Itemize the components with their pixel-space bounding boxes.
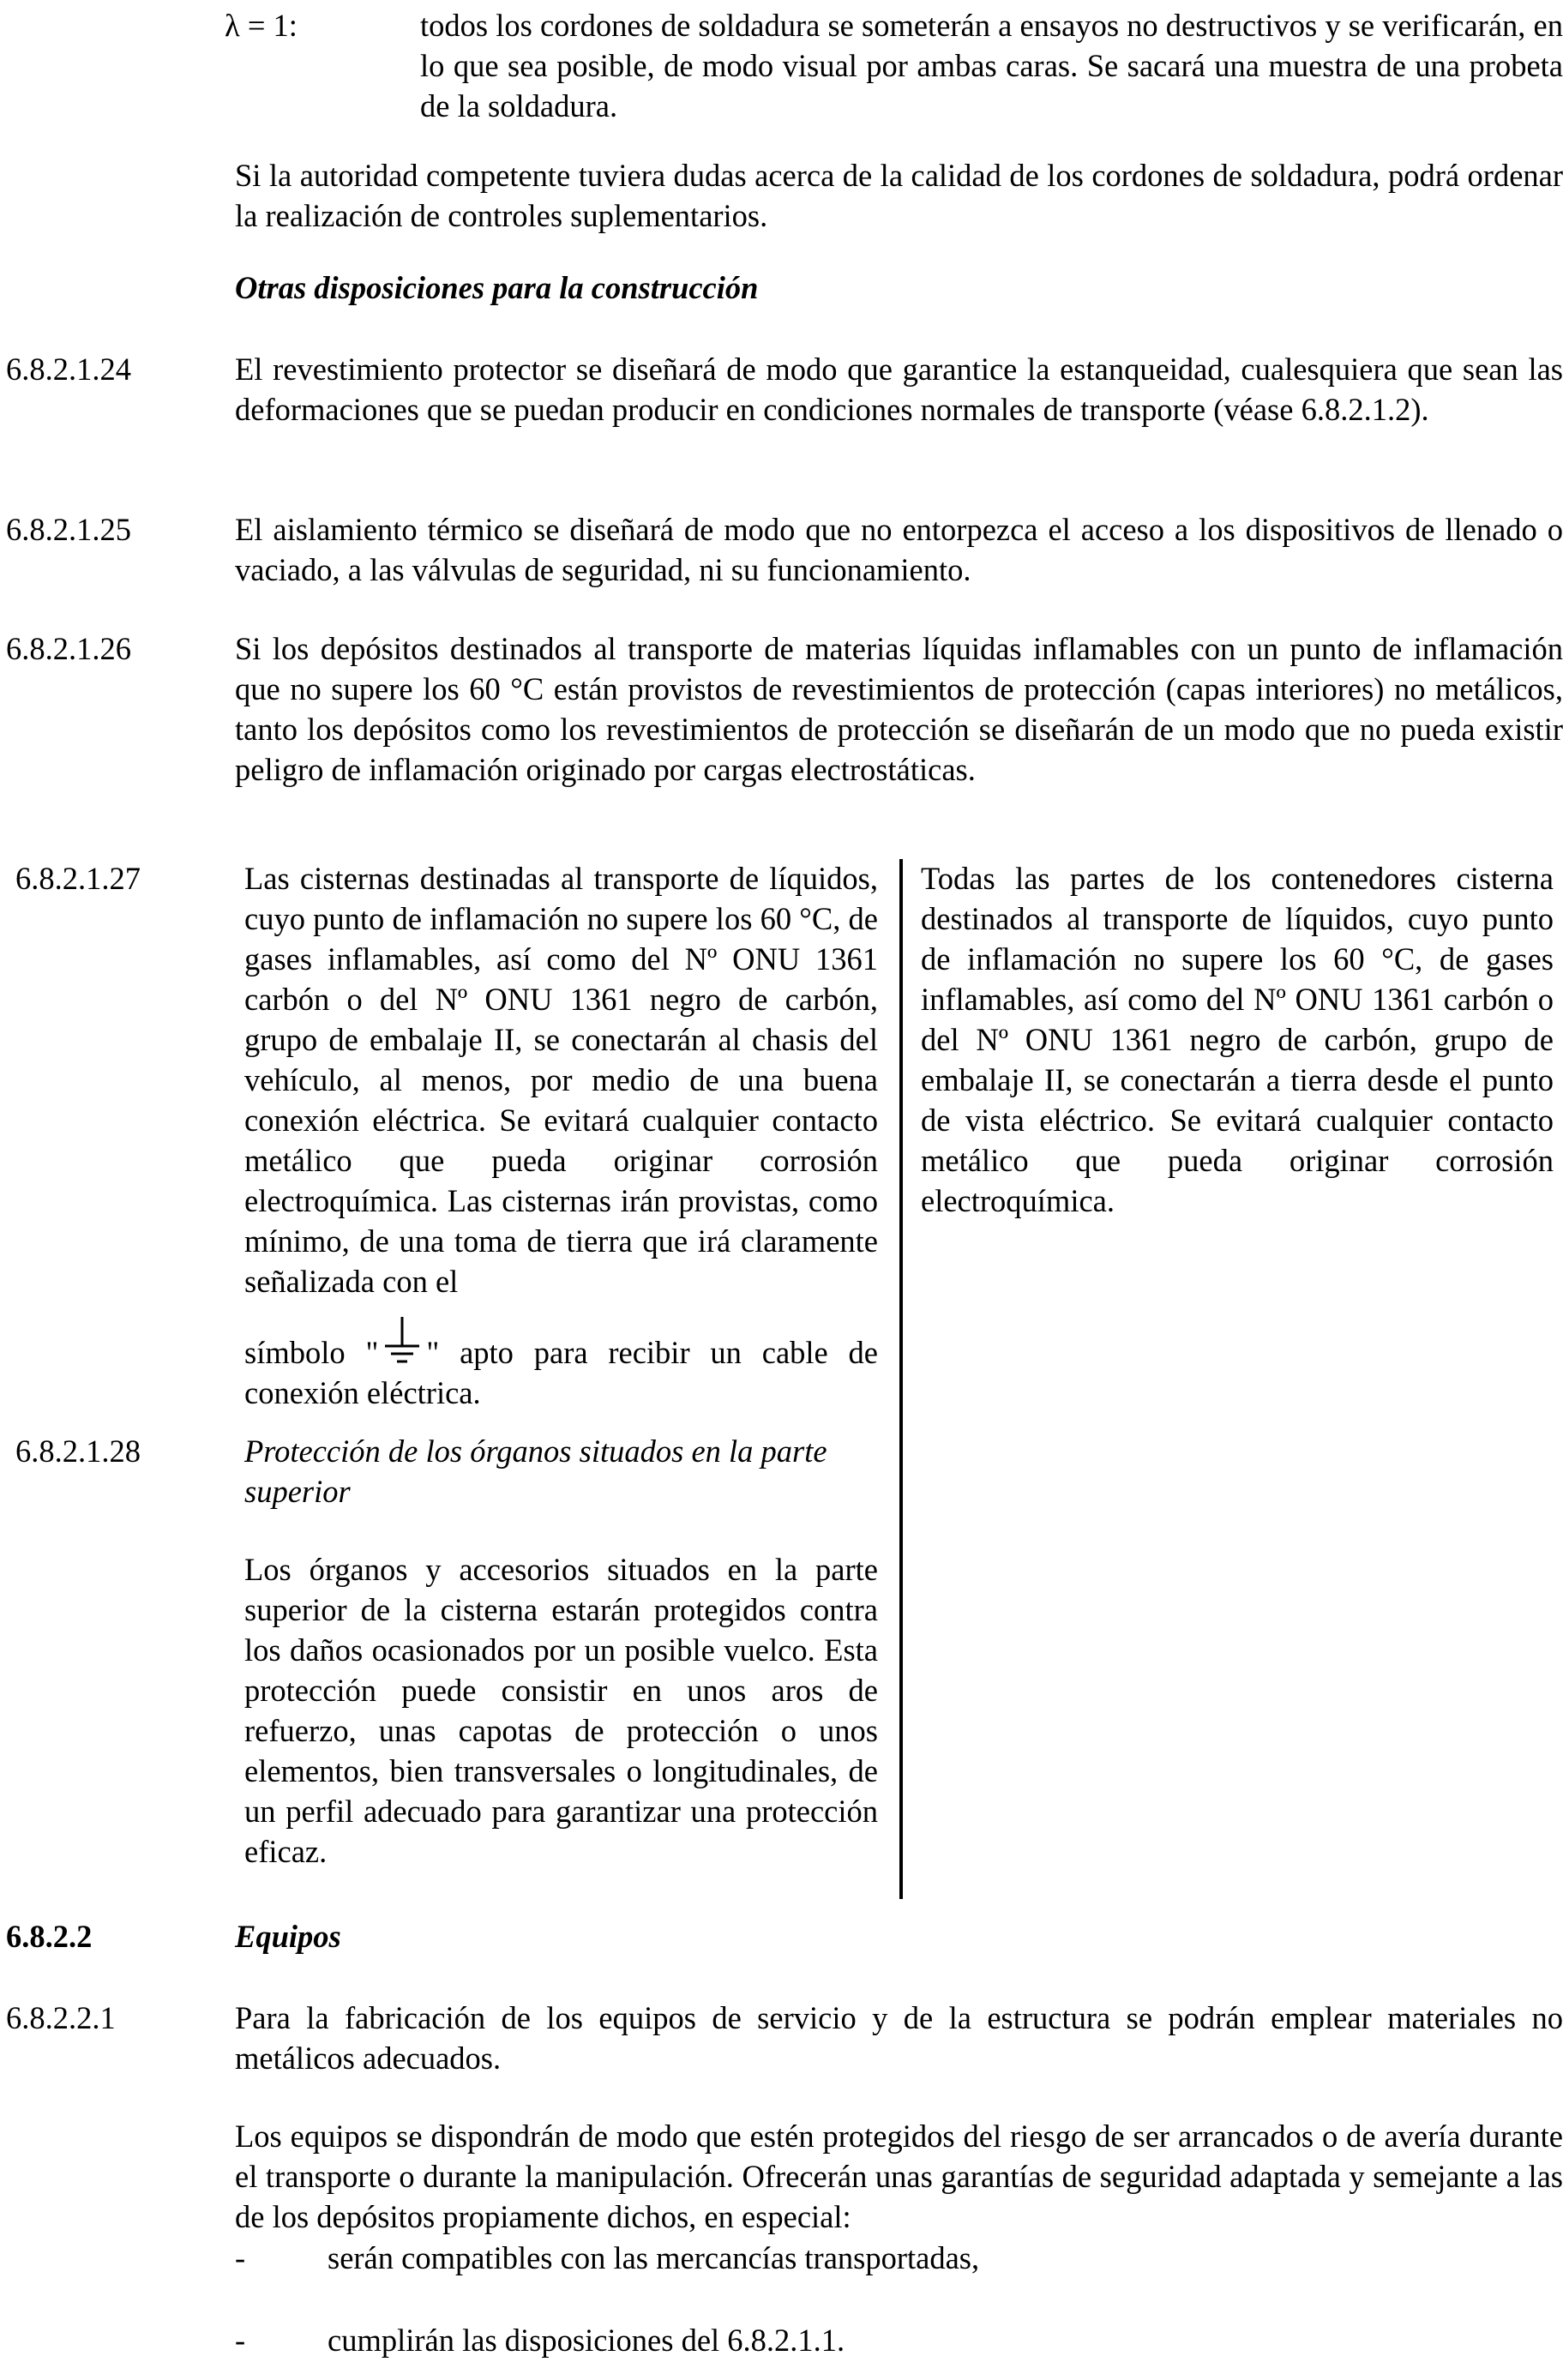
- lambda-text: todos los cordones de soldadura se someterán a ensayos no destructivos y se verificarán, en lo que sea posible, de modo visual por ambas caras. Se sacará una muestra de una probeta de la soldadura.: [420, 8, 1563, 123]
- symbol-prefix: símbolo ": [244, 1335, 379, 1370]
- lambda-label: λ = 1:: [225, 8, 298, 43]
- section-heading-other: Otras disposiciones para la construcción: [235, 270, 759, 305]
- left-column-text: Las cisternas destinadas al transporte de líquidos, cuyo punto de inflamación no supere los 60 °C, de gases inflamables, así como del Nº ONU 1361 carbón o del Nº ONU 1361 negro de carbón, grupo de embalaje II, se conectarán al chasis del vehículo, al menos, por medio de una buena conexión eléctrica. Se evitará cualquier contacto metálico que pueda originar corrosión electroquímica. Las cisternas irán provistas, como mínimo, de una toma de tierra que irá claramente señalizada con el: [244, 861, 878, 1299]
- section-number-6-8-2-1-28: 6.8.2.1.28: [15, 1433, 141, 1469]
- earth-ground-icon: [383, 1317, 421, 1368]
- section-title-6-8-2-1-28: Protección de los órganos situados en la parte superior: [244, 1433, 827, 1509]
- symbol-suffix: " apto para recibir un cable de conexión eléctrica.: [244, 1335, 879, 1410]
- section-number-6-8-2-2: 6.8.2.2: [6, 1919, 93, 1954]
- section-number-6-8-2-1-24: 6.8.2.1.24: [6, 352, 131, 387]
- list-dash: -: [235, 2240, 246, 2275]
- list-dash: -: [235, 2323, 246, 2358]
- list-item: serán compatibles con las mercancías transportadas,: [328, 2240, 980, 2275]
- section-text-6-8-2-2-1-a: Para la fabricación de los equipos de servicio y de la estructura se podrán emplear materiales no metálicos adecuados.: [235, 2000, 1563, 2076]
- section-number-6-8-2-1-25: 6.8.2.1.25: [6, 512, 131, 547]
- section-text-6-8-2-1-26: Si los depósitos destinados al transporte de materias líquidas inflamables con un punto de inflamación que no supere los 60 °C están provistos de revestimientos de protección (capas interiores) no metálicos, tanto los depósitos como los revestimientos de protección se diseñarán de un modo que no pueda existir peligro de inflamación originado por cargas electrostáticas.: [235, 631, 1563, 787]
- section-text-6-8-2-1-27-right: Todas las partes de los contenedores cisterna destinados al transporte de líquidos, cuyo punto de inflamación no supere los 60 °C, de gases inflamables, así como del Nº ONU 1361 carbón o del Nº ONU 1361 negro de carbón, grupo de embalaje II, se conectarán a tierra desde el punto de vista eléctrico. Se evitará cualquier contacto metálico que pueda originar corrosión electroquímica.: [921, 861, 1554, 1218]
- section-text-6-8-2-2-1-b: Los equipos se dispondrán de modo que estén protegidos del riesgo de ser arrancados o de avería durante el transporte o durante la manipulación. Ofrecerán unas garantías de seguridad adaptada y semejante a las de los depósitos propiamente dichos, en especial:: [235, 2119, 1563, 2234]
- section-text-6-8-2-1-24: El revestimiento protector se diseñará de modo que garantice la estanqueidad, cualesquiera que sean las deformaciones que se puedan producir en condiciones normales de transporte (véase 6.8.2.1.2).: [235, 352, 1563, 427]
- section-text-6-8-2-1-27-left: [244, 858, 878, 1413]
- authority-paragraph: Si la autoridad competente tuviera dudas acerca de la calidad de los cordones de soldadura, podrá ordenar la realización de controles suplementarios.: [235, 158, 1563, 233]
- section-number-6-8-2-1-26: 6.8.2.1.26: [6, 631, 131, 666]
- section-number-6-8-2-2-1: 6.8.2.2.1: [6, 2000, 116, 2035]
- section-number-6-8-2-1-27: 6.8.2.1.27: [15, 861, 141, 896]
- list-item: cumplirán las disposiciones del 6.8.2.1.1.: [328, 2323, 845, 2358]
- section-text-6-8-2-1-28: Los órganos y accesorios situados en la parte superior de la cisterna estarán protegidos contra los daños ocasionados por un posible vuelco. Esta protección puede consistir en unos aros de refuerzo, unas capotas de protección o unos elementos, bien transversales o longitudinales, de un perfil adecuado para garantizar una protección eficaz.: [244, 1552, 878, 1869]
- section-text-6-8-2-1-25: El aislamiento térmico se diseñará de modo que no entorpezca el acceso a los dispositivos de llenado o vaciado, a las válvulas de seguridad, ni su funcionamiento.: [235, 512, 1563, 587]
- column-divider: [899, 859, 903, 1899]
- section-title-6-8-2-2: Equipos: [235, 1919, 341, 1954]
